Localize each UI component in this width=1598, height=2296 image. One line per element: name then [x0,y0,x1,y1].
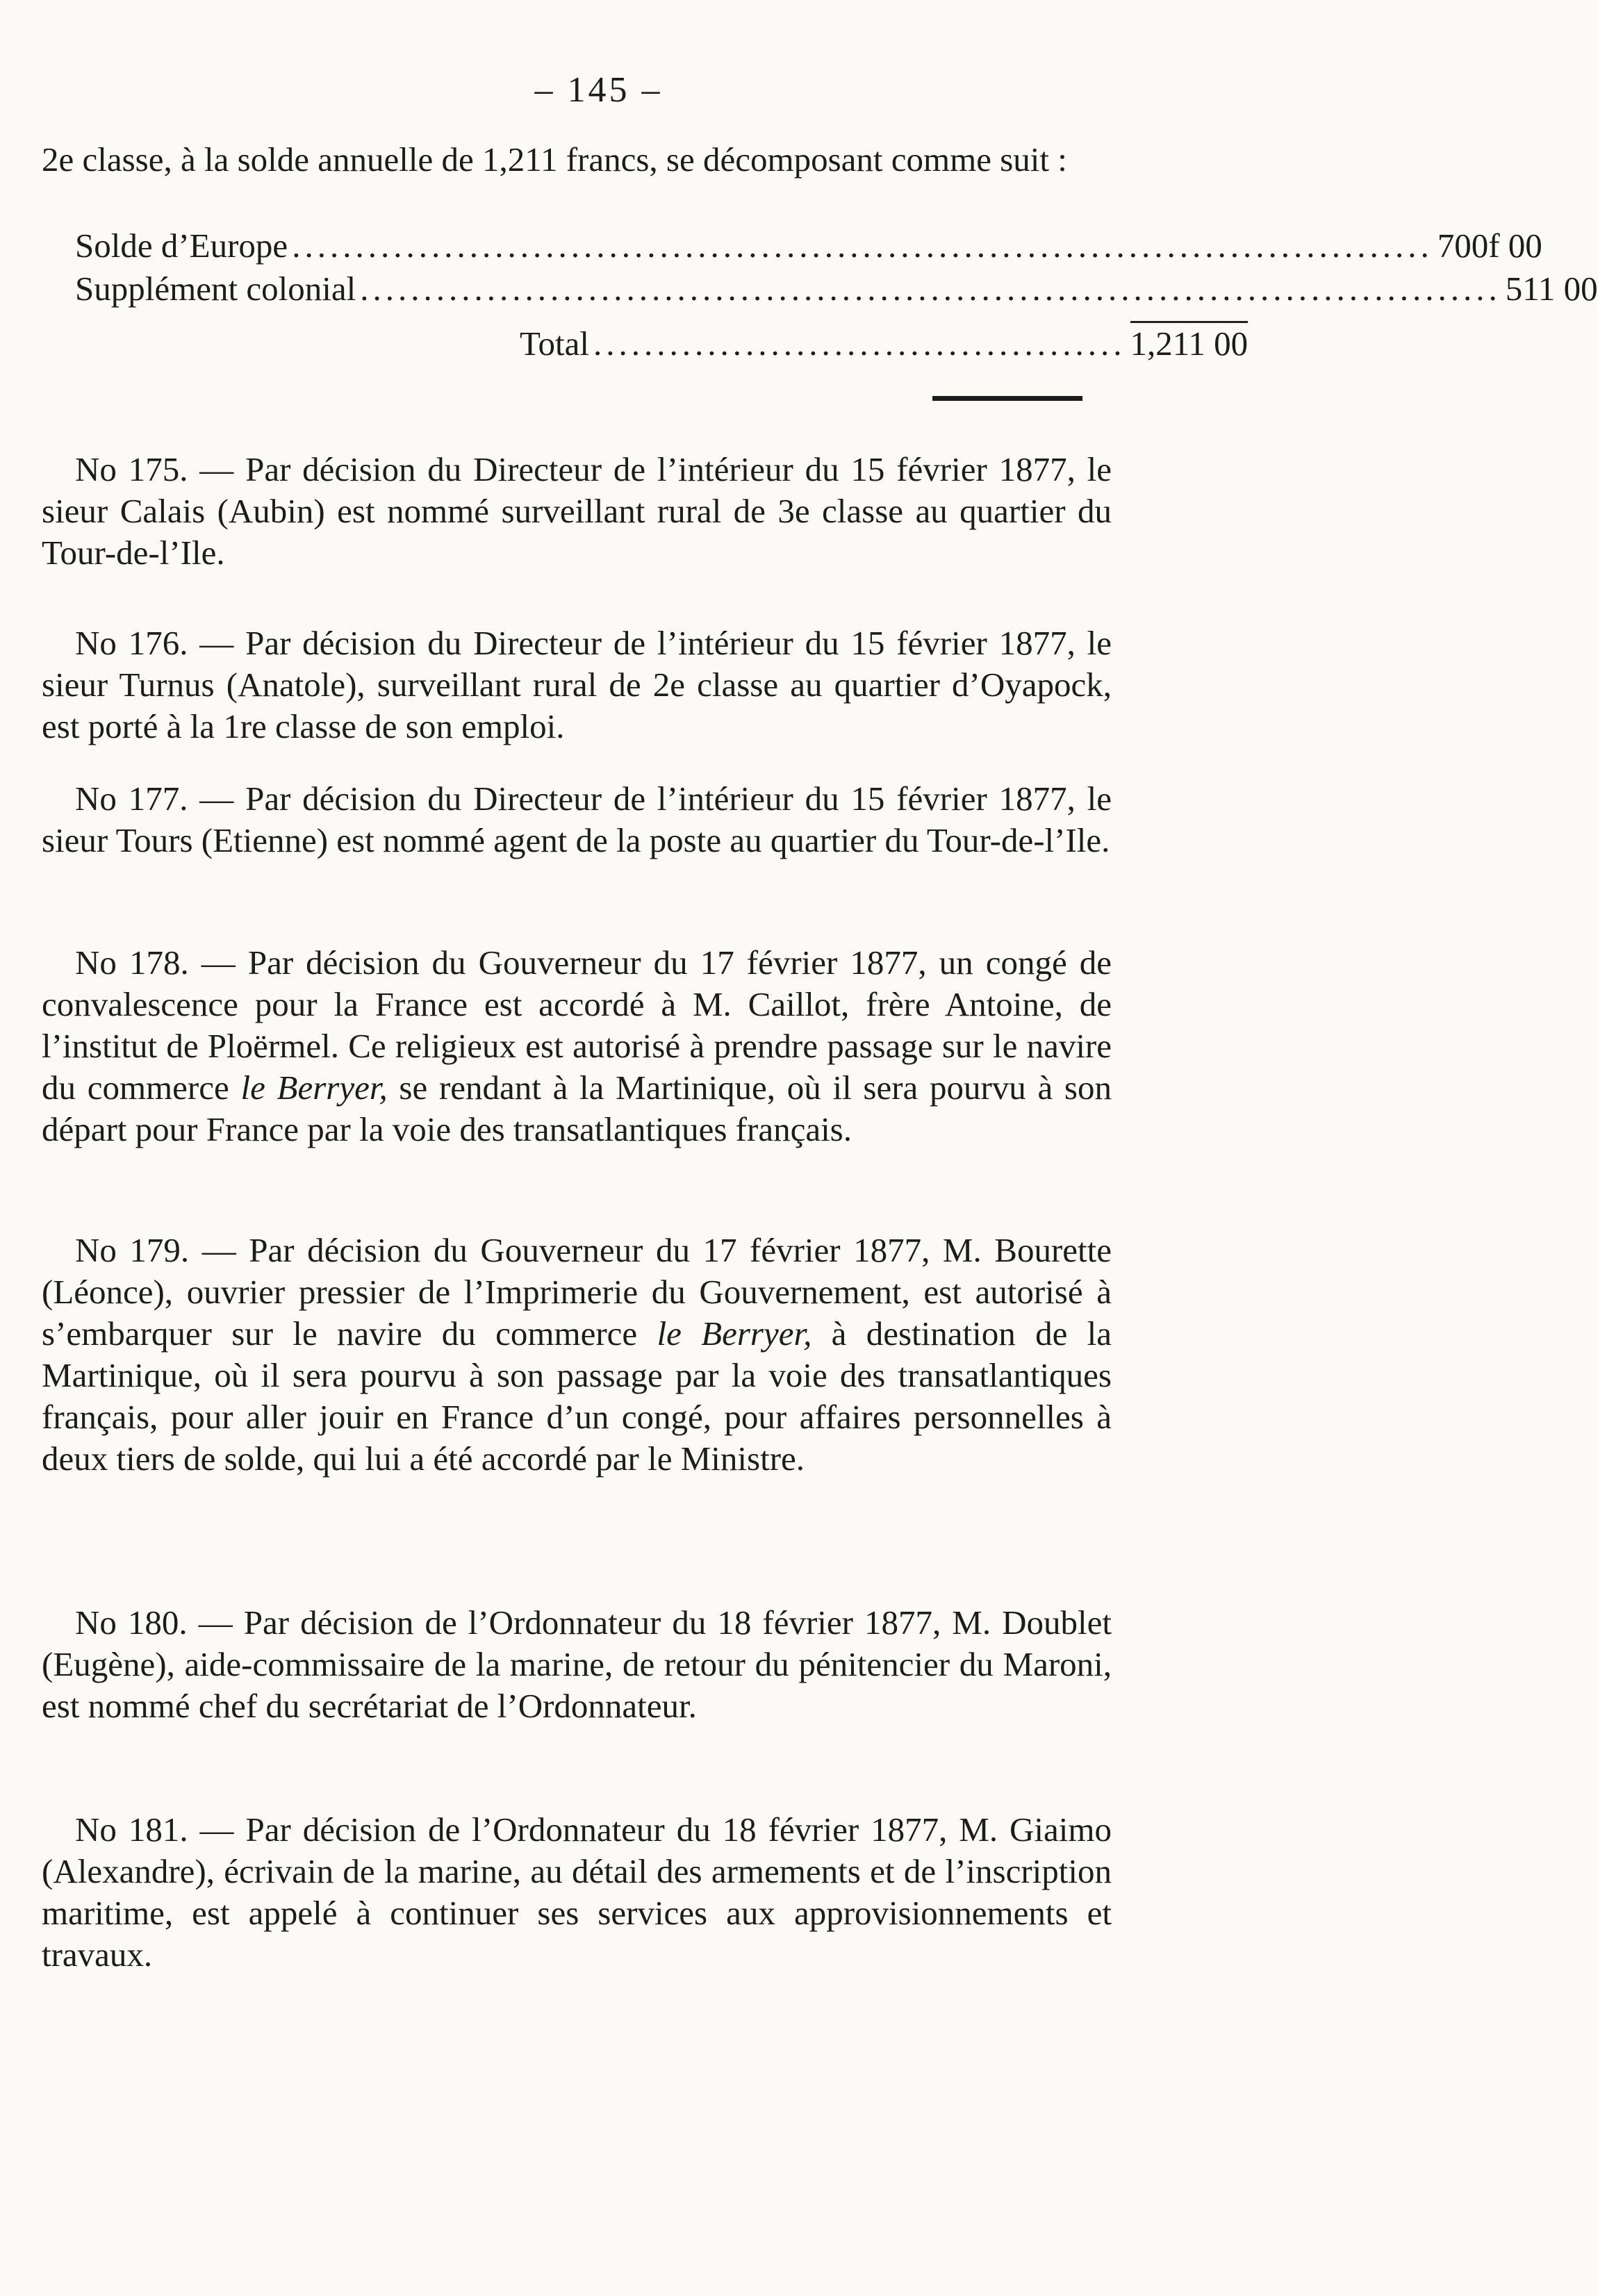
entry-text: — Par décision de l’Ordonnateur du 18 février 1877, M. Doublet (Eugène), aide-commissaire de la marine, de retour du pénitencier du Maroni, est nommé chef du secrétariat de l’Ordonnateur. [42,1603,1112,1725]
entry-number: No 176. [75,624,188,662]
ledger-label: Supplément colonial [75,270,356,308]
leader-dots: .......................................... [593,324,1126,363]
ledger-row-europe [75,225,1542,268]
entry-177 [42,778,1112,861]
ledger-row-total [520,321,1249,364]
salary-breakdown [75,225,1598,364]
entry-text: — Par décision de l’Ordonnateur du 18 février 1877, M. Giaimo (Alexandre), écrivain de la marine, au détail des armements et de l’inscription maritime, est appelé à continuer ses services aux approvisionnements et travaux. [42,1810,1112,1974]
intro-paragraph [42,139,1112,181]
entry-text: — Par décision du Directeur de l’intérieur du 15 février 1877, le sieur Tours (Etienne) est nommé agent de la poste au quartier du Tour-de-l’Ile. [42,779,1112,859]
total-amount: 1,211 00 [1130,321,1249,365]
entry-181 [42,1809,1112,1976]
total-label: Total [520,324,589,363]
entry-number: No 177. [75,779,188,818]
entry-text-continued: se rendant à la Martinique, où il sera pourvu à son départ pour France par la voie des transatlantiques français. [42,1068,1112,1148]
intro-text: 2e classe, à la solde annuelle de 1,211 francs, se décomposant comme suit : [42,140,1067,179]
ledger-amount: 700f 00 [1437,226,1542,265]
entry-text: — Par décision du Gouverneur du 17 février 1877, un congé de convalescence pour la France est accordé à M. Caillot, frère Antoine, de l’institut de Ploërmel. Ce religieux est autorisé à prendre passage sur le navire du commerce [42,943,1112,1107]
entry-180 [42,1602,1112,1727]
entry-text-continued: à destination de la Martinique, où il sera pourvu à son passage par la voie des transatlantiques français, pour aller jouir en France d’un congé, pour affaires personnelles à deux tiers de solde, qui lui a été accordé par le Ministre. [42,1314,1112,1478]
entry-text: — Par décision du Directeur de l’intérieur du 15 février 1877, le sieur Turnus (Anatole), surveillant rural de 2e classe au quartier d’Oyapock, est porté à la 1re classe de son emploi. [42,624,1112,745]
ledger-label: Solde d’Europe [75,226,288,265]
entry-number: No 181. [75,1810,188,1849]
leader-dots: .......................................................................................... [360,270,1501,308]
entry-number: No 178. [75,943,189,982]
entry-176 [42,622,1112,748]
entry-number: No 180. [75,1603,188,1642]
ship-name: le Berryer, [240,1068,388,1107]
entry-179 [42,1230,1112,1480]
entry-text: — Par décision du Directeur de l’intérieur du 15 février 1877, le sieur Calais (Aubin) est nommé surveillant rural de 3e classe au quartier du Tour-de-l’Ile. [42,450,1112,572]
entry-text: — Par décision du Gouverneur du 17 février 1877, M. Bourette (Léonce), ouvrier pressier de l’Imprimerie du Gouvernement, est autorisé à s’embarquer sur le navire du commerce [42,1231,1112,1353]
ship-name: le Berryer, [657,1314,812,1353]
leader-dots: .......................................................................................... [292,226,1433,265]
entry-175 [42,449,1112,574]
entry-number: No 179. [75,1231,190,1269]
entry-178 [42,942,1112,1150]
ledger-amount: 511 00 [1505,270,1598,308]
entry-number: No 175. [75,450,188,488]
section-separator [932,396,1082,401]
ledger-row-colonial [75,268,1598,311]
page-number: – 145 – [534,70,663,110]
